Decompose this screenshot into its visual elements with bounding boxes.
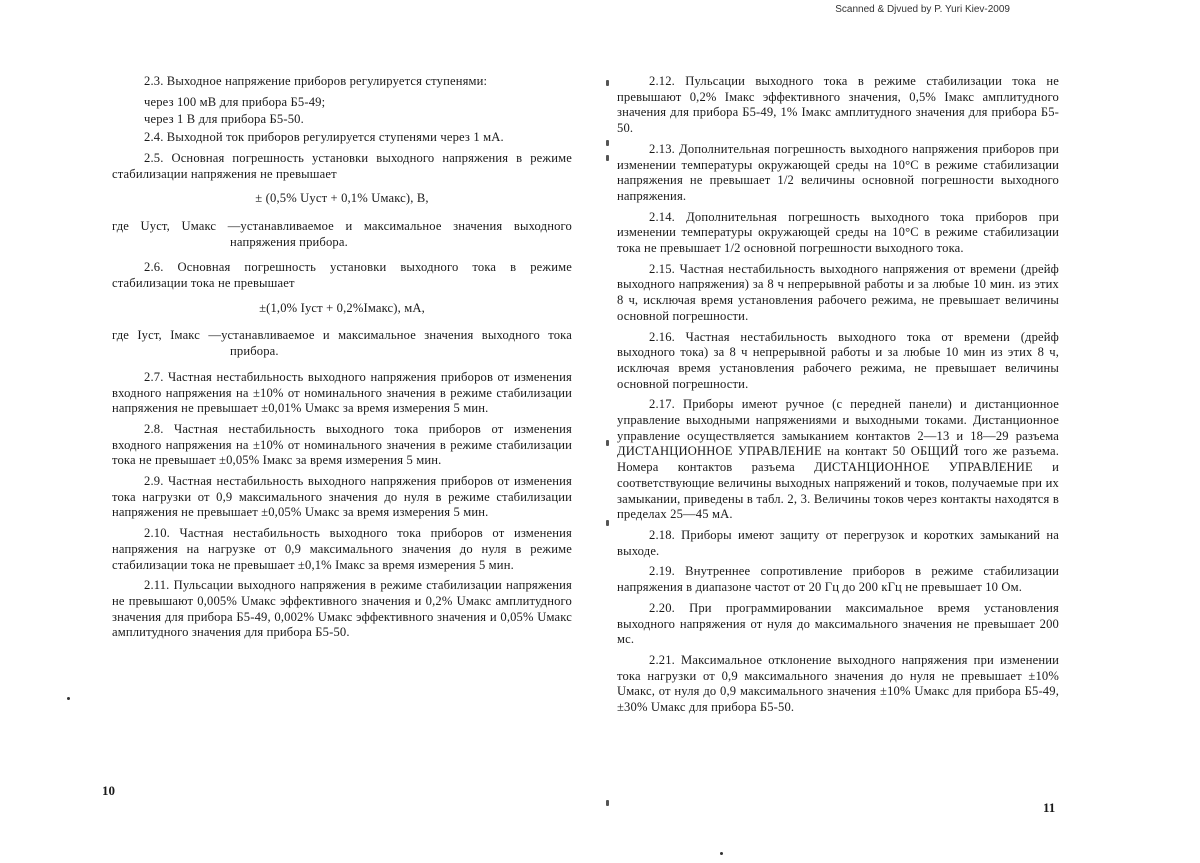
paragraph: ±(1,0% Iуст + 0,2%Iмакс), мА,	[259, 300, 425, 315]
paragraph: 2.4. Выходной ток приборов регулируется ступенями через 1 мА.	[144, 130, 504, 145]
paragraph: 2.21. Максимальное отклонение выходного напряжения при изменении тока нагрузки от 0,9 максимального значения до нуля не превышает ±10% Uмакс, от нуля до 0,9 максимального значения ±10% Uмакс для прибора Б5-49, ±30% Uмакс для прибора Б5-50.	[617, 652, 1059, 715]
paragraph: ± (0,5% Uуст + 0,1% Uмакс), В,	[255, 191, 429, 206]
paragraph: через 100 мВ для прибора Б5-49;	[144, 94, 326, 109]
paragraph: 2.16. Частная нестабильность выходного тока от времени (дрейф выходного тока) за 8 ч непрерывной работы и за любые 10 мин из этих 8 ч, исключая время установления рабочего режима, не превышает величины основной погрешности.	[617, 329, 1059, 391]
paragraph: 2.13. Дополнительная погрешность выходного напряжения приборов при изменении температуры окружающей среды на 10°С в режиме стабилизации напряжения не превышает 1/2 величины основной погрешности выходного напряжения.	[617, 141, 1059, 203]
paragraph: через 1 В для прибора Б5-50.	[144, 112, 304, 127]
paragraph: 2.7. Частная нестабильность выходного напряжения приборов от изменения входного напряжения на ±10% от номинального значения в режиме стабилизации напряжения не превышает ±0,01% Uмакс за время измерения 5 мин.	[112, 369, 572, 416]
paragraph: 2.6. Основная погрешность установки выходного тока в режиме стабилизации тока не превышает	[112, 260, 572, 291]
paragraph: 2.12. Пульсации выходного тока в режиме стабилизации тока не превышают 0,2% Iмакс эффективного значения, 0,5% Iмакс амплитудного значения для прибора Б5-49, 1% Iмакс амплитудного значения для прибора Б5-50.	[617, 74, 1059, 136]
paragraph: 2.10. Частная нестабильность выходного тока приборов от изменения напряжения на нагрузке от 0,9 максимального значения до нуля в режиме стабилизации тока не превышает ±0,1% Iмакс за время измерения 5 мин.	[112, 526, 572, 572]
scan-speck	[67, 697, 70, 700]
left-page	[112, 74, 572, 646]
paragraph: 2.14. Дополнительная погрешность выходного тока приборов при изменении температуры окружающей среды на 10°С в режиме стабилизации тока не превышает 1/2 основной погрешности выходного тока.	[617, 209, 1059, 256]
paragraph: 2.15. Частная нестабильность выходного напряжения от времени (дрейф выходного напряжения) за 8 ч непрерывной работы и за любые 10 мин. из этих 8 ч, исключая время установления рабочего режима, не превышает величины основной погрешности.	[617, 261, 1059, 323]
paragraph: 2.17. Приборы имеют ручное (с передней панели) и дистанционное управление выходными напряжениями и выходными токами. Дистанционное управление осуществляется замыканием контактов 2—13 и 18—29 разъема ДИСТАНЦИОННОЕ УПРАВЛЕНИЕ на контакт 50 ОБЩИЙ того же разъема. Номера контактов разъема ДИСТАНЦИОННОЕ УПРАВЛЕНИЕ и соответствующие величины выходных напряжений и токов, получаемые при их замыкании, приведены в табл. 2, 3. Величины токов через контакты находятся в пределах 25—45 мА.	[617, 397, 1059, 522]
paragraph: 2.18. Приборы имеют защиту от перегрузок и коротких замыканий на выходе.	[617, 527, 1059, 558]
paragraph: где Uуст, Uмакс —устанавливаемое и максимальное значения выходного напряжения прибора.	[112, 218, 572, 249]
paragraph: 2.3. Выходное напряжение приборов регулируется ступенями:	[144, 74, 488, 88]
scan-credit: Scanned & Djvued by P. Yuri Kiev-2009	[835, 4, 1010, 15]
paragraph: 2.11. Пульсации выходного напряжения в режиме стабилизации напряжения не превышают 0,005% Uмакс эффективного значения и 0,2% Uмакс амплитудного значения для прибора Б5-49, 0,002% Uмакс эффективного значения и 0,05% Uмакс амплитудного значения для прибора Б5-50.	[112, 578, 572, 640]
paragraph: 2.9. Частная нестабильность выходного напряжения приборов от изменения тока нагрузки от 0,9 максимального значения до нуля в режиме стабилизации напряжения не превышает ±0,05% Uмакс за время измерения 5 мин.	[112, 474, 572, 520]
book-spine	[606, 80, 608, 840]
left-page-number: 10	[102, 783, 115, 798]
paragraph: 2.20. При программировании максимальное время установления выходного напряжения от нуля до максимального значения не превышает 200 мс.	[617, 600, 1059, 647]
paragraph: 2.19. Внутреннее сопротивление приборов в режиме стабилизации напряжения в диапазоне частот от 20 Гц до 200 кГц не превышает 10 Ом.	[617, 564, 1059, 595]
right-page	[617, 74, 1059, 721]
paragraph: где Iуст, Iмакс —устанавливаемое и максимальное значения выходного тока прибора.	[112, 328, 572, 359]
paragraph: 2.8. Частная нестабильность выходного тока приборов от изменения входного напряжения на ±10% от номинального значения в режиме стабилизации тока не превышает ±0,05% Iмакс за время измерения 5 мин.	[112, 421, 572, 468]
paragraph: 2.5. Основная погрешность установки выходного напряжения в режиме стабилизации напряжения не превышает	[112, 150, 572, 181]
right-page-number: 11	[1043, 800, 1056, 815]
scan-speck	[720, 852, 723, 855]
